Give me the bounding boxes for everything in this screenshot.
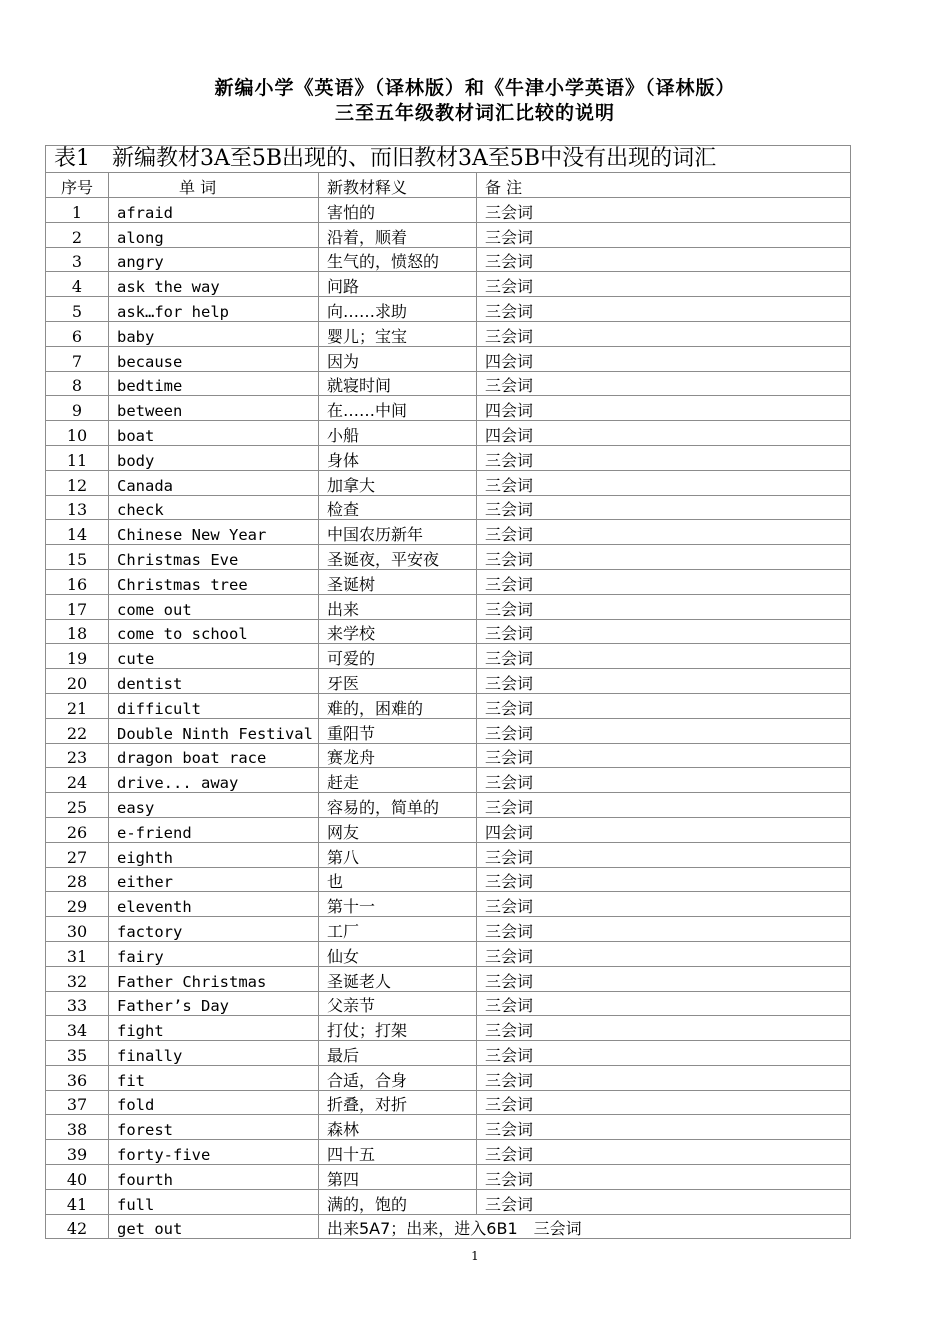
row-note: 三会词 [477, 669, 851, 694]
row-word: Chinese New Year [109, 520, 319, 545]
row-num: 23 [46, 743, 109, 768]
row-num: 6 [46, 321, 109, 346]
row-meaning: 可爱的 [319, 644, 477, 669]
row-word: fight [109, 1016, 319, 1041]
row-meaning: 第四 [319, 1165, 477, 1190]
row-note: 三会词 [477, 941, 851, 966]
row-num: 27 [46, 842, 109, 867]
row-note: 三会词 [477, 445, 851, 470]
row-note: 三会词 [477, 718, 851, 743]
row-note: 三会词 [477, 569, 851, 594]
row-meaning: 森林 [319, 1115, 477, 1140]
row-num: 42 [46, 1214, 109, 1239]
page-number: 1 [471, 1249, 479, 1263]
table-row [46, 644, 851, 669]
row-note: 三会词 [477, 743, 851, 768]
header-num: 序号 [46, 173, 109, 198]
row-num: 34 [46, 1016, 109, 1041]
table-caption: 表1 新编教材3A至5B出现的、而旧教材3A至5B中没有出现的词汇 [46, 146, 851, 173]
table-row [46, 247, 851, 272]
row-word: e-friend [109, 817, 319, 842]
table-row [46, 867, 851, 892]
table-row [46, 693, 851, 718]
row-meaning: 工厂 [319, 917, 477, 942]
row-word: Christmas tree [109, 569, 319, 594]
table-row [46, 1090, 851, 1115]
row-word: come to school [109, 619, 319, 644]
row-note: 三会词 [477, 198, 851, 223]
row-num: 39 [46, 1140, 109, 1165]
row-word: ask the way [109, 272, 319, 297]
header-note: 备 注 [477, 173, 851, 198]
row-num: 41 [46, 1189, 109, 1214]
row-note: 三会词 [477, 892, 851, 917]
row-meaning: 问路 [319, 272, 477, 297]
row-note: 三会词 [477, 545, 851, 570]
row-note: 三会词 [477, 594, 851, 619]
row-meaning: 赛龙舟 [319, 743, 477, 768]
row-word: ask…for help [109, 297, 319, 322]
row-word: forty-five [109, 1140, 319, 1165]
row-note: 三会词 [477, 321, 851, 346]
row-note: 三会词 [477, 991, 851, 1016]
table-row [46, 743, 851, 768]
table-row [46, 817, 851, 842]
row-word: dragon boat race [109, 743, 319, 768]
table-row [46, 842, 851, 867]
row-num: 38 [46, 1115, 109, 1140]
row-num: 20 [46, 669, 109, 694]
row-note: 四会词 [477, 346, 851, 371]
row-word: along [109, 222, 319, 247]
table-row [46, 198, 851, 223]
table-row [46, 520, 851, 545]
row-meaning: 折叠，对折 [319, 1090, 477, 1115]
table-row [46, 569, 851, 594]
row-meaning: 四十五 [319, 1140, 477, 1165]
table-row [46, 793, 851, 818]
table-row [46, 495, 851, 520]
row-note: 四会词 [477, 421, 851, 446]
row-note: 三会词 [477, 1065, 851, 1090]
row-word: either [109, 867, 319, 892]
row-word: fold [109, 1090, 319, 1115]
row-num: 16 [46, 569, 109, 594]
row-note: 三会词 [477, 272, 851, 297]
row-word: Christmas Eve [109, 545, 319, 570]
row-num: 9 [46, 396, 109, 421]
row-num: 4 [46, 272, 109, 297]
row-meaning: 婴儿；宝宝 [319, 321, 477, 346]
row-meaning: 检查 [319, 495, 477, 520]
row-meaning: 在……中间 [319, 396, 477, 421]
row-word: forest [109, 1115, 319, 1140]
vocabulary-table [45, 145, 851, 1239]
row-meaning: 满的，饱的 [319, 1189, 477, 1214]
table-row [46, 892, 851, 917]
row-note: 四会词 [477, 396, 851, 421]
table-row [46, 594, 851, 619]
row-note: 三会词 [477, 619, 851, 644]
row-num: 8 [46, 371, 109, 396]
row-word: full [109, 1189, 319, 1214]
row-note: 三会词 [477, 644, 851, 669]
row-num: 33 [46, 991, 109, 1016]
row-meaning: 网友 [319, 817, 477, 842]
row-word: because [109, 346, 319, 371]
row-word: afraid [109, 198, 319, 223]
table-row [46, 445, 851, 470]
row-meaning: 就寝时间 [319, 371, 477, 396]
row-note: 四会词 [477, 817, 851, 842]
table-caption-row [46, 146, 851, 173]
table-row [46, 321, 851, 346]
table-row [46, 371, 851, 396]
table-row [46, 1065, 851, 1090]
row-note: 三会词 [477, 1090, 851, 1115]
row-word: difficult [109, 693, 319, 718]
row-meaning: 出来 [319, 594, 477, 619]
row-word: fairy [109, 941, 319, 966]
row-meaning-merged: 出来5A7；出来，进入6B1 三会词 [319, 1214, 851, 1239]
row-meaning: 容易的，简单的 [319, 793, 477, 818]
row-word: easy [109, 793, 319, 818]
row-meaning: 中国农历新年 [319, 520, 477, 545]
table-row [46, 1140, 851, 1165]
row-meaning: 圣诞树 [319, 569, 477, 594]
row-num: 13 [46, 495, 109, 520]
table-row [46, 917, 851, 942]
row-meaning: 加拿大 [319, 470, 477, 495]
table-row [46, 718, 851, 743]
row-num: 15 [46, 545, 109, 570]
row-meaning: 圣诞夜，平安夜 [319, 545, 477, 570]
row-note: 三会词 [477, 867, 851, 892]
row-meaning: 仙女 [319, 941, 477, 966]
row-note: 三会词 [477, 297, 851, 322]
row-note: 三会词 [477, 222, 851, 247]
table-row [46, 1041, 851, 1066]
row-num: 31 [46, 941, 109, 966]
row-note: 三会词 [477, 247, 851, 272]
row-num: 14 [46, 520, 109, 545]
row-word: Canada [109, 470, 319, 495]
row-meaning: 第十一 [319, 892, 477, 917]
row-num: 29 [46, 892, 109, 917]
row-note: 三会词 [477, 1115, 851, 1140]
row-num: 25 [46, 793, 109, 818]
row-note: 三会词 [477, 693, 851, 718]
row-num: 1 [46, 198, 109, 223]
row-meaning: 难的，困难的 [319, 693, 477, 718]
row-word: Father Christmas [109, 966, 319, 991]
row-word: fit [109, 1065, 319, 1090]
row-note: 三会词 [477, 371, 851, 396]
row-num: 28 [46, 867, 109, 892]
table-row [46, 1214, 851, 1239]
row-word: Double Ninth Festival [109, 718, 319, 743]
row-word: dentist [109, 669, 319, 694]
table-row [46, 297, 851, 322]
table-row [46, 421, 851, 446]
table-row [46, 346, 851, 371]
row-word: Father’s Day [109, 991, 319, 1016]
row-note: 三会词 [477, 768, 851, 793]
row-word: check [109, 495, 319, 520]
row-note: 三会词 [477, 1165, 851, 1190]
row-meaning: 最后 [319, 1041, 477, 1066]
row-num: 12 [46, 470, 109, 495]
row-num: 36 [46, 1065, 109, 1090]
row-num: 5 [46, 297, 109, 322]
row-meaning: 向……求助 [319, 297, 477, 322]
row-note: 三会词 [477, 793, 851, 818]
table-header-row [46, 173, 851, 198]
table-row [46, 1189, 851, 1214]
row-word: baby [109, 321, 319, 346]
row-num: 24 [46, 768, 109, 793]
table-row [46, 222, 851, 247]
table-row [46, 966, 851, 991]
row-num: 32 [46, 966, 109, 991]
row-meaning: 害怕的 [319, 198, 477, 223]
row-word: cute [109, 644, 319, 669]
table-row [46, 669, 851, 694]
row-meaning: 沿着，顺着 [319, 222, 477, 247]
row-meaning: 牙医 [319, 669, 477, 694]
table-row [46, 941, 851, 966]
row-meaning: 父亲节 [319, 991, 477, 1016]
row-num: 26 [46, 817, 109, 842]
row-meaning: 第八 [319, 842, 477, 867]
row-note: 三会词 [477, 470, 851, 495]
row-meaning: 重阳节 [319, 718, 477, 743]
row-word: come out [109, 594, 319, 619]
row-word: boat [109, 421, 319, 446]
row-meaning: 打仗；打架 [319, 1016, 477, 1041]
row-note: 三会词 [477, 1189, 851, 1214]
table-row [46, 991, 851, 1016]
table-row [46, 768, 851, 793]
header-word: 单 词 [109, 173, 319, 198]
row-meaning: 赶走 [319, 768, 477, 793]
row-num: 22 [46, 718, 109, 743]
row-note: 三会词 [477, 495, 851, 520]
table-row [46, 619, 851, 644]
table-row [46, 396, 851, 421]
row-num: 35 [46, 1041, 109, 1066]
row-num: 11 [46, 445, 109, 470]
row-meaning: 也 [319, 867, 477, 892]
table-row [46, 1016, 851, 1041]
row-note: 三会词 [477, 1041, 851, 1066]
row-note: 三会词 [477, 842, 851, 867]
row-meaning: 来学校 [319, 619, 477, 644]
row-num: 18 [46, 619, 109, 644]
row-word: eighth [109, 842, 319, 867]
row-num: 21 [46, 693, 109, 718]
row-word: body [109, 445, 319, 470]
row-word: eleventh [109, 892, 319, 917]
row-note: 三会词 [477, 966, 851, 991]
row-num: 37 [46, 1090, 109, 1115]
row-word: bedtime [109, 371, 319, 396]
row-num: 30 [46, 917, 109, 942]
row-meaning: 生气的，愤怒的 [319, 247, 477, 272]
row-num: 40 [46, 1165, 109, 1190]
row-word: drive... away [109, 768, 319, 793]
row-meaning: 小船 [319, 421, 477, 446]
row-meaning: 因为 [319, 346, 477, 371]
document-title: 新编小学《英语》（译林版）和《牛津小学英语》（译林版） [214, 77, 736, 99]
row-word: factory [109, 917, 319, 942]
row-meaning: 合适，合身 [319, 1065, 477, 1090]
table-row [46, 470, 851, 495]
row-word: fourth [109, 1165, 319, 1190]
row-num: 7 [46, 346, 109, 371]
row-num: 3 [46, 247, 109, 272]
table-row [46, 1165, 851, 1190]
document-subtitle: 三至五年级教材词汇比较的说明 [334, 102, 615, 124]
row-note: 三会词 [477, 917, 851, 942]
row-word: finally [109, 1041, 319, 1066]
row-note: 三会词 [477, 1016, 851, 1041]
row-num: 10 [46, 421, 109, 446]
table-row [46, 1115, 851, 1140]
row-note: 三会词 [477, 520, 851, 545]
row-note: 三会词 [477, 1140, 851, 1165]
row-num: 19 [46, 644, 109, 669]
row-word: get out [109, 1214, 319, 1239]
row-meaning: 身体 [319, 445, 477, 470]
row-word: between [109, 396, 319, 421]
row-word: angry [109, 247, 319, 272]
row-meaning: 圣诞老人 [319, 966, 477, 991]
table-row [46, 272, 851, 297]
table-row [46, 545, 851, 570]
row-num: 2 [46, 222, 109, 247]
header-meaning: 新教材释义 [319, 173, 477, 198]
row-num: 17 [46, 594, 109, 619]
